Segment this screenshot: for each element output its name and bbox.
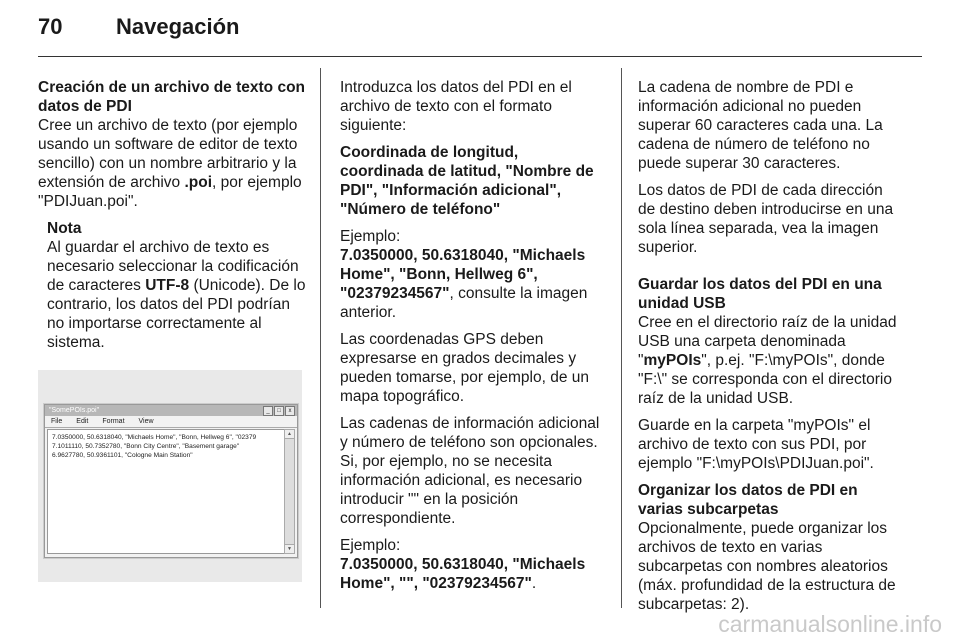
section-heading-organize: Organizar los datos de PDI en varias subcarpetas <box>638 482 858 518</box>
column-2 <box>340 78 606 601</box>
intro-text-1: Cree un archivo de texto (por ejemplo usando un software de editor de texto sencillo) con un nombre arbitrario y la extensión de archivo <box>38 117 298 191</box>
intro-paragraph <box>38 116 306 211</box>
window-buttons <box>263 406 295 416</box>
poi-line: 7.1011110, 50.7352780, "Bonn City Centre", "Basement garage" <box>52 443 240 450</box>
format-spec: Coordinada de longitud, coordinada de latitud, "Nombre de PDI", "Información adicional", "Número de teléfono" <box>340 144 594 218</box>
organize-paragraph: Opcionalmente, puede organizar los archivos de texto en varias subcarpetas con nombres aleatorios (máx. profundidad de la estructura de subcarpetas: 2). <box>638 520 896 613</box>
spacer <box>638 265 904 275</box>
editor-window <box>44 404 298 558</box>
scroll-down-icon: ▼ <box>285 544 294 553</box>
header-rule <box>38 56 922 57</box>
example-1-data: 7.0350000, 50.6318040, "Michaels Home", "Bonn, Hellweg 6", "02379234567" <box>340 247 586 302</box>
line-paragraph: Los datos de PDI de cada dirección de destino deben introducirse en una sola línea separada, vea la imagen superior. <box>638 182 894 256</box>
note-encoding: UTF-8 <box>145 277 190 294</box>
menu-file: File <box>51 418 63 425</box>
maximize-icon: □ <box>274 406 284 416</box>
poi-line: 7.0350000, 50.6318040, "Michaels Home", "Bonn, Hellweg 6", "02379 <box>52 434 257 441</box>
page-header <box>38 14 240 40</box>
scroll-up-icon: ▲ <box>285 430 294 439</box>
note-title: Nota <box>47 220 82 237</box>
poi-line: 6.9627780, 50.9361101, "Cologne Main Station" <box>52 452 193 459</box>
example-1-tail: , consulte la imagen anterior. <box>340 285 588 321</box>
window-titlebar <box>45 405 297 416</box>
example-2-tail: . <box>531 575 537 592</box>
column-divider-2 <box>621 68 622 608</box>
intro-text-2: , por ejemplo "PDIJuan.poi". <box>38 174 302 210</box>
note-text <box>47 238 306 352</box>
editor-text-area <box>47 429 285 554</box>
menu-edit: Edit <box>76 418 89 425</box>
intro-extension: .poi <box>184 174 213 191</box>
column-3 <box>638 78 904 622</box>
page-number: 70 <box>38 14 63 39</box>
poi-file-screenshot <box>38 370 302 582</box>
length-paragraph: La cadena de nombre de PDI e información adicional no pueden superar 60 caracteres cada una. La cadena de número de teléfono no puede superar 30 caracteres. <box>638 79 883 172</box>
menu-format: Format <box>102 418 125 425</box>
window-title: "SomePOIs.poi" <box>49 407 100 414</box>
format-intro: Introduzca los datos del PDI en el archivo de texto con el formato siguiente: <box>340 79 572 134</box>
window-menubar <box>45 416 297 428</box>
menu-view: View <box>138 418 154 425</box>
note-box <box>47 219 306 352</box>
note-text-2: (Unicode). De lo contrario, los datos del PDI podrían no importarse correctamente al sistema. <box>47 277 306 351</box>
watermark: carmanualsonline.info <box>718 611 942 637</box>
optional-paragraph: Las cadenas de información adicional y número de teléfono son opcionales. Si, por ejemplo, no se necesita información adicional, es necesario introducir "" en la posición correspondiente. <box>340 415 600 527</box>
save-paragraph <box>638 313 904 408</box>
column-divider-1 <box>320 68 321 608</box>
save-folder-name: myPOIs <box>643 352 702 369</box>
example-label-2: Ejemplo: <box>340 537 401 554</box>
gps-paragraph: Las coordenadas GPS deben expresarse en grados decimales y pueden tomarse, por ejemplo, de un mapa topográfico. <box>340 331 590 405</box>
section-heading-save: Guardar los datos del PDI en una unidad USB <box>638 276 882 312</box>
column-1 <box>38 78 306 582</box>
save-paragraph-2: Guarde en la carpeta "myPOIs" el archivo de texto con sus PDI, por ejemplo "F:\myPOIs\PDIJuan.poi". <box>638 417 874 472</box>
example-2 <box>340 536 606 593</box>
section-heading-create: Creación de un archivo de texto con datos de PDI <box>38 79 306 115</box>
example-1 <box>340 227 606 322</box>
save-text-2: ", p.ej. "F:\myPOIs", donde "F:\" se corresponda con el directorio raíz de la unidad USB. <box>638 352 892 407</box>
minimize-icon: _ <box>263 406 273 416</box>
close-icon: x <box>285 406 295 416</box>
example-label-1: Ejemplo: <box>340 228 401 245</box>
editor-scrollbar <box>284 429 295 554</box>
example-2-data: 7.0350000, 50.6318040, "Michaels Home", "", "02379234567" <box>340 556 586 592</box>
note-text-1: Al guardar el archivo de texto es necesario seleccionar la codificación de caracteres <box>47 239 299 294</box>
save-text-1: Cree en el directorio raíz de la unidad USB una carpeta denominada " <box>638 314 897 369</box>
page-title: Navegación <box>116 14 240 39</box>
